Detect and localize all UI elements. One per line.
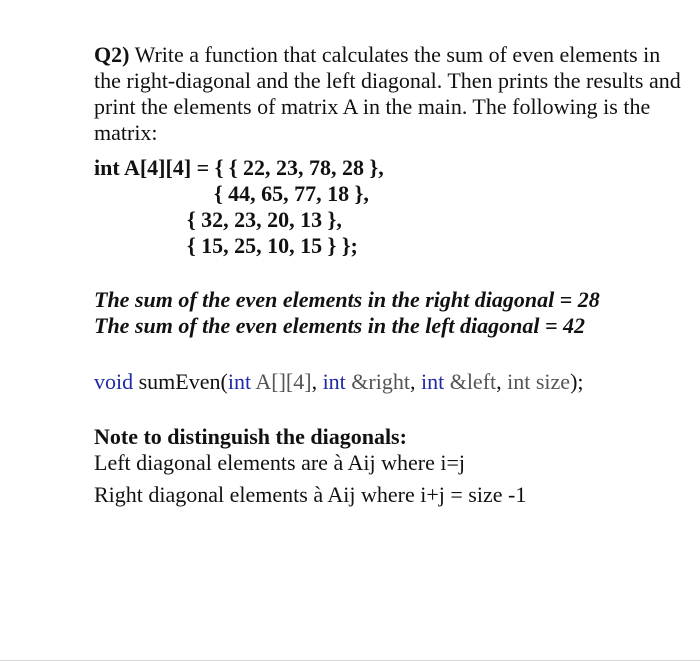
proto-separator-1: , [311,369,323,394]
proto-separator-2: , [409,369,421,394]
matrix-code-line-3: { 32, 23, 20, 13 }, [187,207,342,232]
matrix-code-line-1: int A[4][4] = { { 22, 23, 78, 28 }, [94,155,384,180]
proto-function-name: sumEven( [138,369,228,394]
proto-param-size: int size [507,369,571,394]
proto-param-right: &right [351,369,410,394]
proto-separator-3: , [496,369,508,394]
note-left-diagonal: Left diagonal elements are à Aij where i=j [94,450,465,475]
proto-int-keyword-3: int [420,369,445,394]
result-left-diagonal: The sum of the even elements in the left diagonal = 42 [94,313,586,338]
note-right-diagonal: Right diagonal elements à Aij where i+j = size -1 [94,482,527,507]
proto-void-keyword: void [94,369,134,394]
question-text: Write a function that calculates the sum of even elements in the right-diagonal and the left diagonal. Then prints the results and print the elements of matrix A in the main. The following is the matrix: [94,42,681,145]
proto-param-left: &left [449,369,497,394]
function-prototype [94,369,584,395]
proto-int-keyword-1: int [227,369,252,394]
note-title: Note to distinguish the diagonals: [94,424,407,449]
proto-int-keyword-2: int [322,369,346,394]
matrix-code-line-2: { 44, 65, 77, 18 }, [214,181,369,206]
proto-end: ); [570,369,584,394]
bottom-divider [0,660,700,661]
proto-param-array: A[][4] [255,369,312,394]
matrix-code-line-4: { 15, 25, 10, 15 } }; [187,233,358,258]
question-label: Q2) [94,42,130,67]
question-paragraph [94,42,684,146]
result-right-diagonal: The sum of the even elements in the right diagonal = 28 [94,287,600,312]
